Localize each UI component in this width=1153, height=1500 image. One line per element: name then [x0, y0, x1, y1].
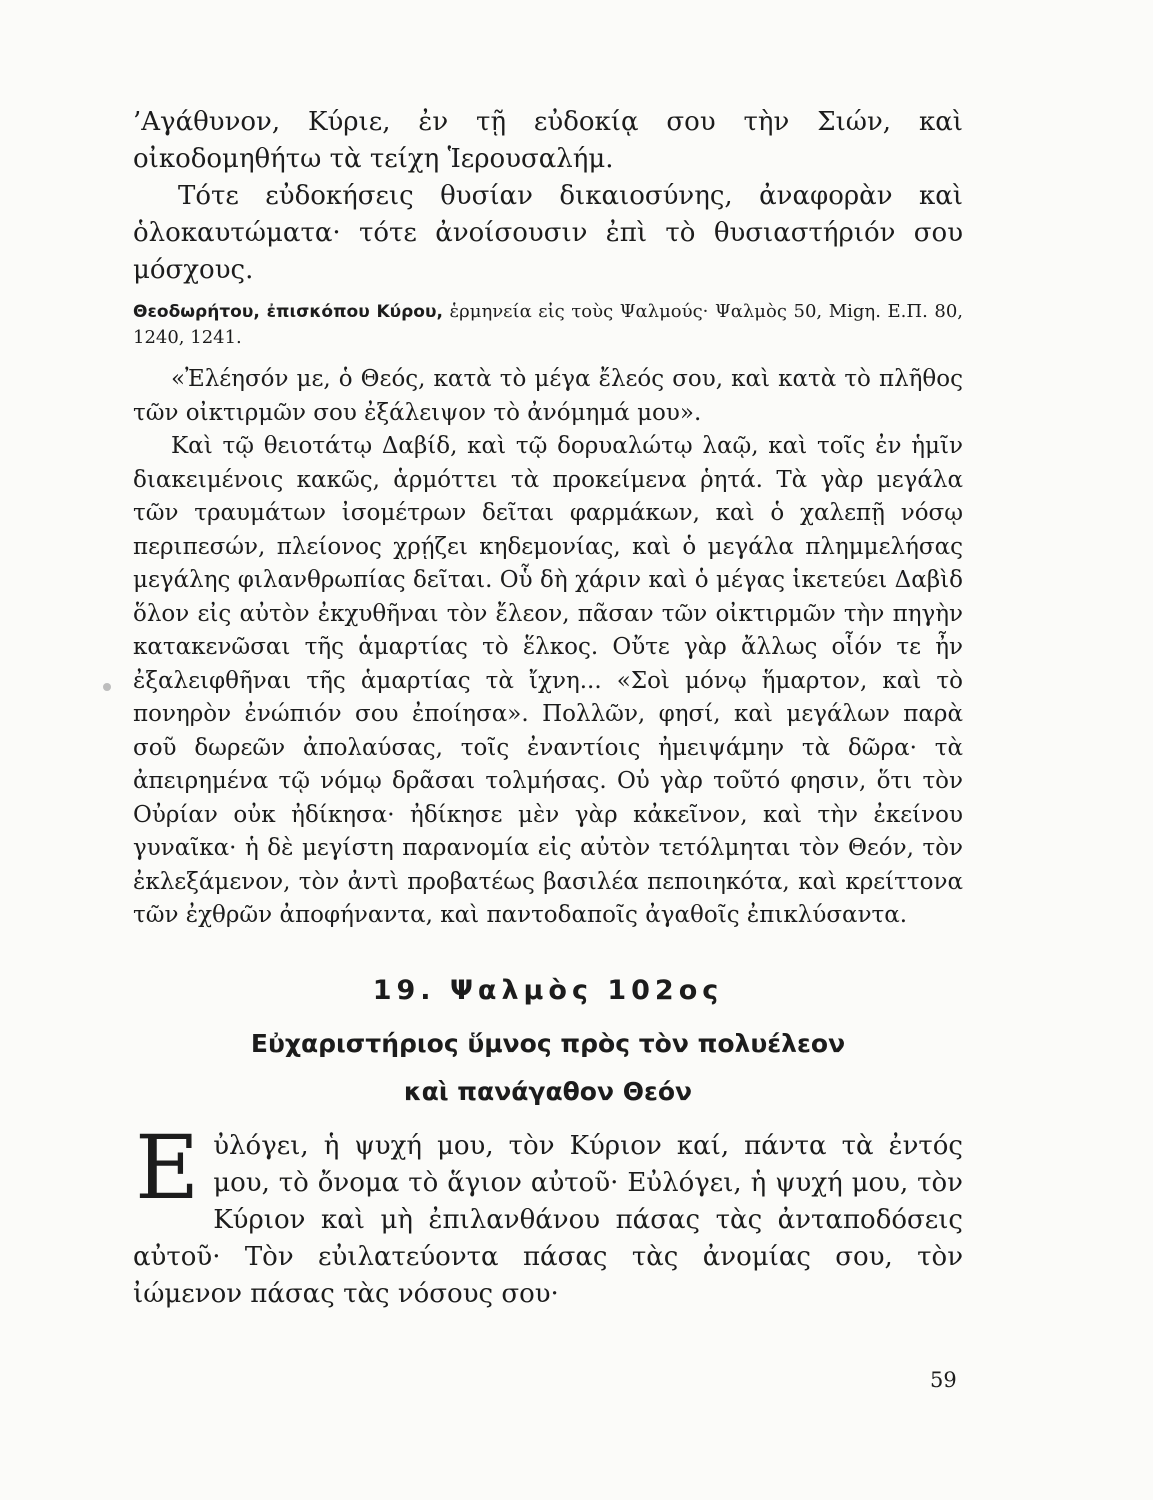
commentary-quote: «Ἐλέησόν με, ὁ Θεός, κατὰ τὸ μέγα ἔλεός σου, καὶ κατὰ τὸ πλῆθος τῶν οἰκτιρμῶν σου ἐξάλειψον τὸ ἀνόμημά μου». [133, 366, 963, 426]
psalm-number: 19. Ψαλμὸς 102ος [372, 974, 724, 1006]
psalm-text-block [133, 1115, 963, 1313]
psalm-title-line2: καὶ πανάγαθον Θεόν [403, 1076, 693, 1106]
drop-cap: Ε [135, 1115, 200, 1219]
psalm-text: ὐλόγει, ἡ ψυχή μου, τὸν Κύριον καί, πάντα τὰ ἐντός μου, τὸ ὄνομα τὸ ἅγιον αὐτοῦ· Εὐλόγει, ἡ ψυχή μου, τὸν Κύριον καὶ μὴ ἐπιλανθάνου πάσας τὰς ἀνταποδόσεις αὐτοῦ· Τὸν εὐιλατεύοντα πάσας τὰς ἀνομίας σου, τὸν ἰώμενον πάσας τὰς νόσους σου· [133, 1130, 963, 1309]
margin-dot [103, 683, 111, 691]
psalm-title-line1: Εὐχαριστήριος ὕμνος πρὸς τὸν πολυέλεον [250, 1028, 846, 1058]
commentary-paragraph: Καὶ τῷ θειοτάτῳ Δαβίδ, καὶ τῷ δορυαλώτῳ λαῷ, καὶ τοῖς ἐν ἡμῖν διακειμένοις κακῶς, ἁρμόττει τὰ προκείμενα ῥητά. Τὰ γὰρ μεγάλα τῶν τραυμάτων ἰσομέτρων δεῖται φαρμάκων, καὶ ὁ χαλεπῇ νόσῳ περιπεσών, πλείονος χρῄζει κηδεμονίας, καὶ ὁ μεγάλα πλημμελήσας μεγάλης φιλανθρωπίας δεῖται. Οὗ δὴ χάριν καὶ ὁ μέγας ἱκετεύει Δαβὶδ ὅλον εἰς αὐτὸν ἐκχυθῆναι τὸν ἔλεον, πᾶσαν τῶν οἰκτιρμῶν τὴν πηγὴν κατακενῶσαι τῆς ἁμαρτίας τὸ ἕλκος. Οὔτε γὰρ ἄλλως οἷόν τε ἦν ἐξαλειφθῆναι τῆς ἁμαρτίας τὰ ἴχνη... «Σοὶ μόνῳ ἥμαρτον, καὶ τὸ πονηρὸν ἐνώπιόν σου ἐποίησα». Πολλῶν, φησί, καὶ μεγάλων παρὰ σοῦ δωρεῶν ἀπολαύσας, τοῖς ἐναντίοις ἠμειψάμην τὰ δῶρα· τὰ ἀπειρημένα τῷ νόμῳ δρᾶσαι τολμήσας. Οὐ γὰρ τοῦτό φησιν, ὅτι τὸν Οὐρίαν οὐκ ἠδίκησα· ἠδίκησε μὲν γὰρ κἀκεῖνον, καὶ τὴν ἐκείνου γυναῖκα· ἡ δὲ μεγίστη παρανομία εἰς αὐτὸν τετόλμηται τὸν Θεόν, τὸν ἐκλεξάμενον, τὸν ἀντὶ προβατέως βασιλέα πεποιηκότα, καὶ κρείττονα τῶν ἐχθρῶν ἀποφήναντα, καὶ παντοδαποῖς ἀγαθοῖς ἐπικλύσαντα. [133, 433, 963, 928]
page-content [133, 104, 963, 1313]
psalm-title [133, 1020, 963, 1116]
source-reference: ἑρμηνεία εἰς τοὺς Ψαλμούς· Ψαλμὸς 50, Migη. Ε.Π. 80, 1240, 1241. [133, 301, 963, 348]
source-author: Θεοδωρήτου, ἐπισκόπου Κύρου, [133, 302, 443, 322]
source-citation [133, 299, 963, 351]
opening-verse-1: ’Αγάθυνον, Κύριε, ἐν τῇ εὐδοκίᾳ σου τὴν Σιών, καὶ οἰκοδομηθήτω τὰ τείχη Ἱερουσαλήμ. [133, 107, 963, 174]
opening-verse-2: Τότε εὐδοκήσεις θυσίαν δικαιοσύνης, ἀναφορὰν καὶ ὁλοκαυτώματα· τότε ἀνοίσουσιν ἐπὶ τὸ θυσιαστήριόν σου μόσχους. [133, 181, 963, 285]
page-number: 59 [930, 1368, 957, 1392]
